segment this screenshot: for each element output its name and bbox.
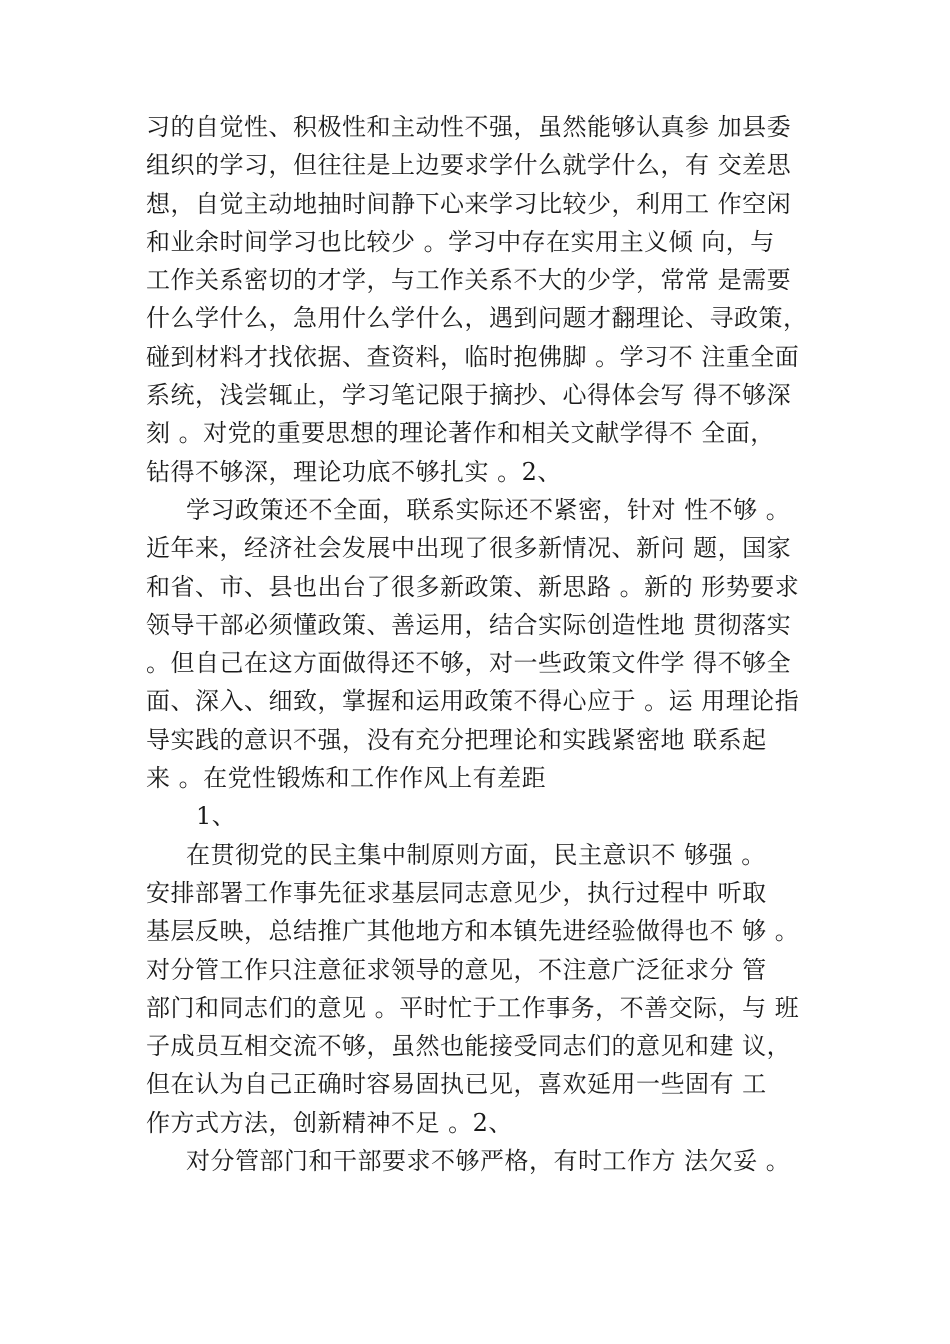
text-line: 。但自己在这方面做得还不够，对一些政策文件学 得不够全	[146, 649, 792, 678]
text-line: 和业余时间学习也比较少 。学习中存在实用主义倾 向，与	[146, 227, 775, 256]
text-line: 子成员互相交流不够，虽然也能接受同志们的意见和建 议，	[146, 1032, 792, 1061]
text-line: 领导干部必须懂政策、善运用，结合实际创造性地 贯彻落实	[146, 610, 792, 639]
text-line: 面、深入、细致，掌握和运用政策不得心应于 。运 用理论指	[146, 687, 800, 716]
section-number: 1、	[196, 802, 237, 831]
text-line: 习的自觉性、积极性和主动性不强，虽然能够认真参 加县委	[146, 113, 792, 141]
text-line: 刻 。对党的重要思想的理论著作和相关文献学得不 全面，	[146, 419, 775, 448]
paragraph-start-line: 学习政策还不全面，联系实际还不紧密，针对 性不够 。	[186, 495, 791, 524]
text-line: 导实践的意识不强，没有充分把理论和实践紧密地 联系起	[146, 725, 767, 754]
paragraph-start-line: 在贯彻党的民主集中制原则方面，民主意识不 够强 。	[186, 840, 766, 869]
text-line: 和省、市、县也出台了很多新政策、新思路 。新的 形势要求	[146, 572, 800, 601]
text-line: 钻得不够深，理论功底不够扎实 。2、	[146, 457, 562, 486]
text-line: 近年来，经济社会发展中出现了很多新情况、新问 题，国家	[146, 534, 792, 563]
text-line: 系统，浅尝辄止，学习笔记限于摘抄、心得体会写 得不够深	[146, 381, 792, 410]
text-line: 来 。在党性锻炼和工作作风上有差距	[146, 764, 547, 793]
text-line: 作方式方法，创新精神不足 。2、	[146, 1108, 513, 1137]
text-line: 对分管工作只注意征求领导的意见，不注意广泛征求分 管	[146, 955, 767, 984]
text-line: 但在认为自己正确时容易固执已见，喜欢延用一些固有 工	[146, 1070, 767, 1099]
text-line: 碰到材料才找依据、查资料，临时抱佛脚 。学习不 注重全面	[146, 342, 800, 371]
text-line: 工作关系密切的才学，与工作关系不大的少学，常常 是需要	[146, 266, 792, 295]
text-line: 安排部署工作事先征求基层同志意见少，执行过程中 听取	[146, 878, 767, 907]
text-line: 基层反映，总结推广其他地方和本镇先进经验做得也不 够 。	[146, 917, 800, 946]
paragraph-start-line: 对分管部门和干部要求不够严格，有时工作方 法欠妥 。	[186, 1147, 791, 1176]
body-text	[146, 108, 836, 1180]
text-line: 部门和同志们的意见 。平时忙于工作事务，不善交际，与 班	[146, 993, 800, 1022]
text-line: 什么学什么，急用什么学什么，遇到问题才翻理论、寻政策，	[146, 304, 808, 333]
text-line: 组织的学习，但往往是上边要求学什么就学什么，有 交差思	[146, 151, 792, 180]
text-line: 想，自觉主动地抽时间静下心来学习比较少，利用工 作空闲	[146, 189, 792, 218]
